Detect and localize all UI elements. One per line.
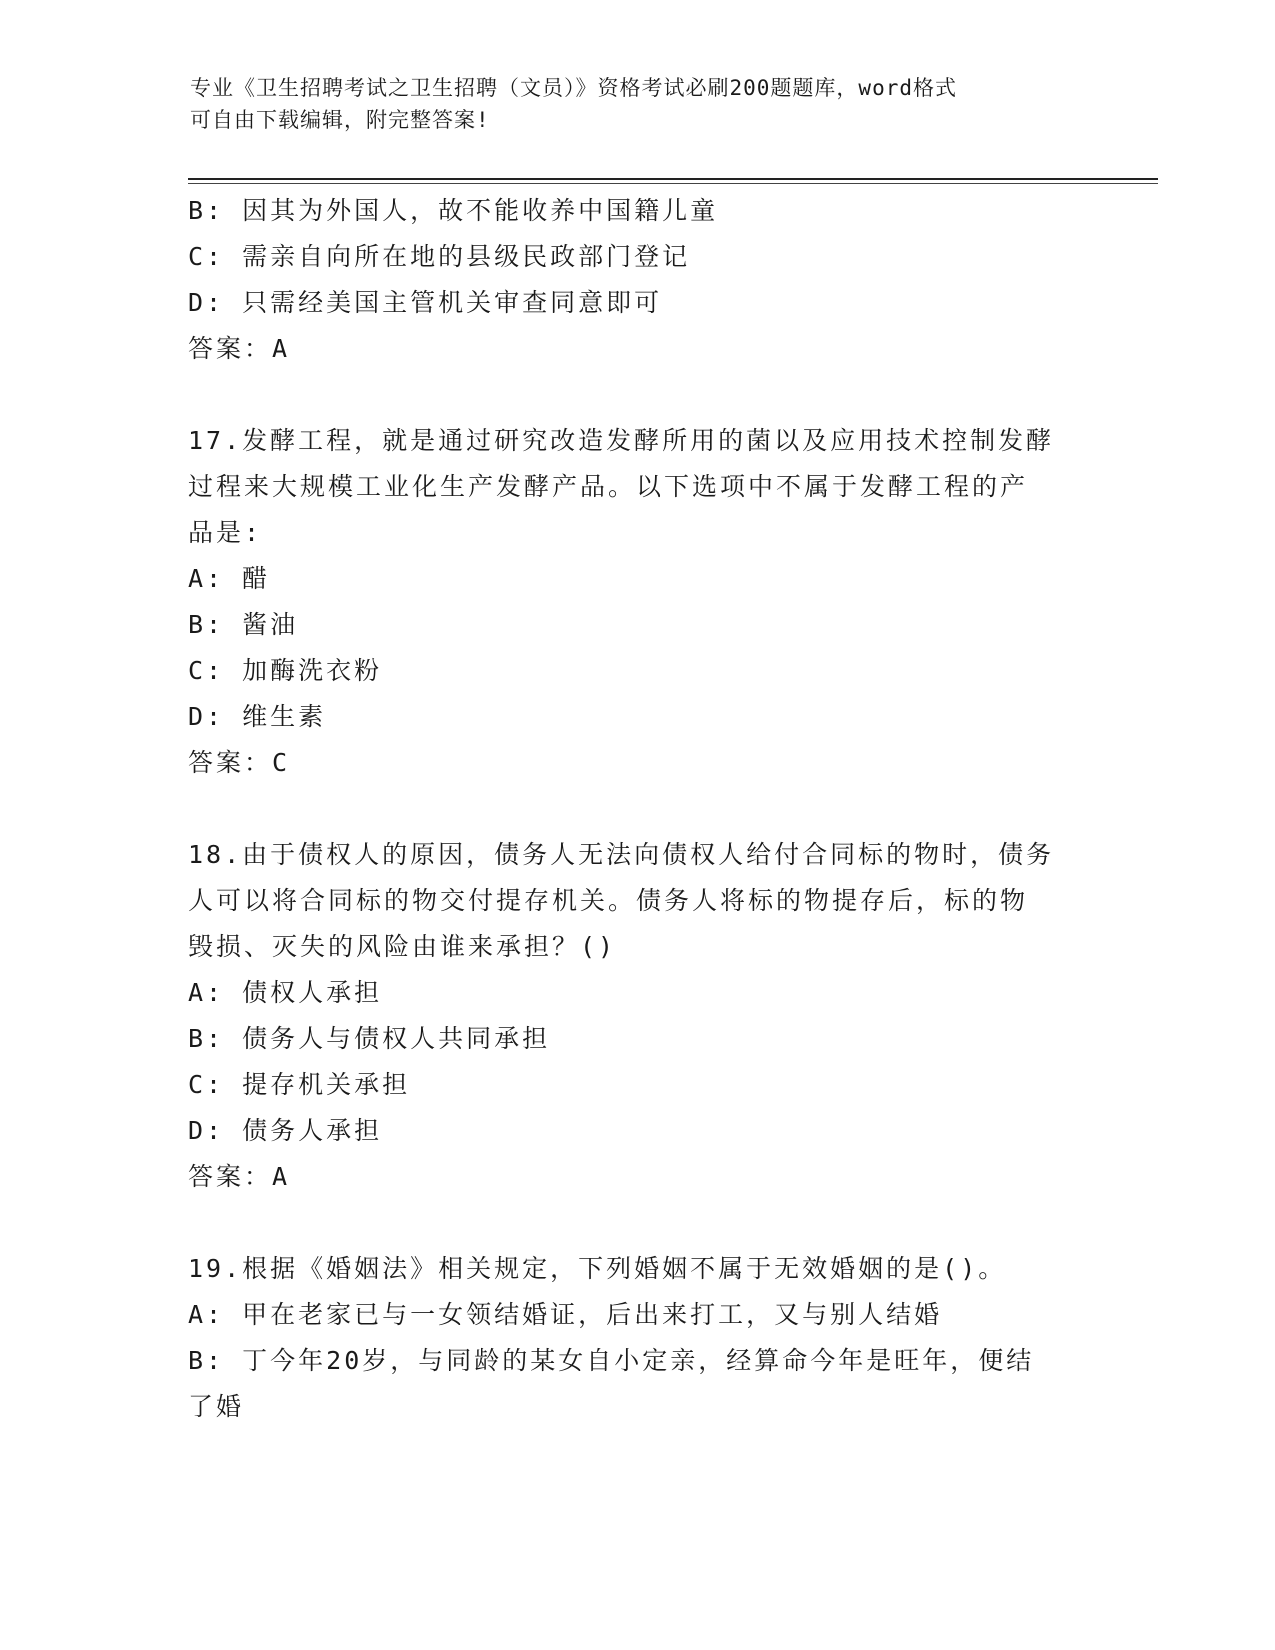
spacer: [188, 1200, 1088, 1246]
option-a: A: 醋: [188, 564, 271, 593]
question-stem-line: 过程来大规模工业化生产发酵产品。以下选项中不属于发酵工程的产: [188, 472, 1029, 501]
question-stem-line: 人可以将合同标的物交付提存机关。债务人将标的物提存后，标的物: [188, 886, 1029, 915]
option-d: D: 只需经美国主管机关审查同意即可: [188, 288, 663, 317]
question-18: [188, 832, 1088, 1200]
question-stem-line: 18.由于债权人的原因，债务人无法向债权人给付合同标的物时，债务: [188, 840, 1055, 869]
option-b: B: 债务人与债权人共同承担: [188, 1024, 551, 1053]
previous-question-tail: [188, 188, 1088, 372]
option-d: D: 维生素: [188, 702, 327, 731]
question-stem-line: 17.发酵工程，就是通过研究改造发酵所用的菌以及应用技术控制发酵: [188, 426, 1055, 455]
option-b-continued: 了婚: [188, 1392, 245, 1421]
option-a: A: 债权人承担: [188, 978, 383, 1007]
question-stem-line: 19.根据《婚姻法》相关规定，下列婚姻不属于无效婚姻的是()。: [188, 1254, 1007, 1283]
question-19: [188, 1246, 1088, 1430]
header-rule-thick: [188, 178, 1158, 180]
spacer: [188, 372, 1088, 418]
question-17: [188, 418, 1088, 786]
answer-line: 答案：A: [188, 1162, 291, 1191]
question-stem-line: 品是:: [188, 518, 263, 547]
answer-line: 答案：A: [188, 334, 291, 363]
header-line-1: 专业《卫生招聘考试之卫生招聘（文员）》资格考试必刷200题题库，word格式: [190, 76, 957, 100]
page-header: [190, 72, 1090, 136]
option-d: D: 债务人承担: [188, 1116, 383, 1145]
question-stem-line: 毁损、灭失的风险由谁来承担？(): [188, 932, 617, 961]
document-body: [188, 188, 1088, 1430]
header-rule-thin: [188, 183, 1158, 184]
option-b: B: 因其为外国人，故不能收养中国籍儿童: [188, 196, 719, 225]
header-line-2: 可自由下载编辑，附完整答案!: [190, 108, 490, 132]
option-b: B: 丁今年20岁，与同龄的某女自小定亲，经算命今年是旺年，便结: [188, 1346, 1035, 1375]
spacer: [188, 786, 1088, 832]
option-b: B: 酱油: [188, 610, 299, 639]
option-a: A: 甲在老家已与一女领结婚证，后出来打工，又与别人结婚: [188, 1300, 943, 1329]
option-c: C: 需亲自向所在地的县级民政部门登记: [188, 242, 691, 271]
answer-line: 答案：C: [188, 748, 291, 777]
option-c: C: 提存机关承担: [188, 1070, 411, 1099]
option-c: C: 加酶洗衣粉: [188, 656, 383, 685]
